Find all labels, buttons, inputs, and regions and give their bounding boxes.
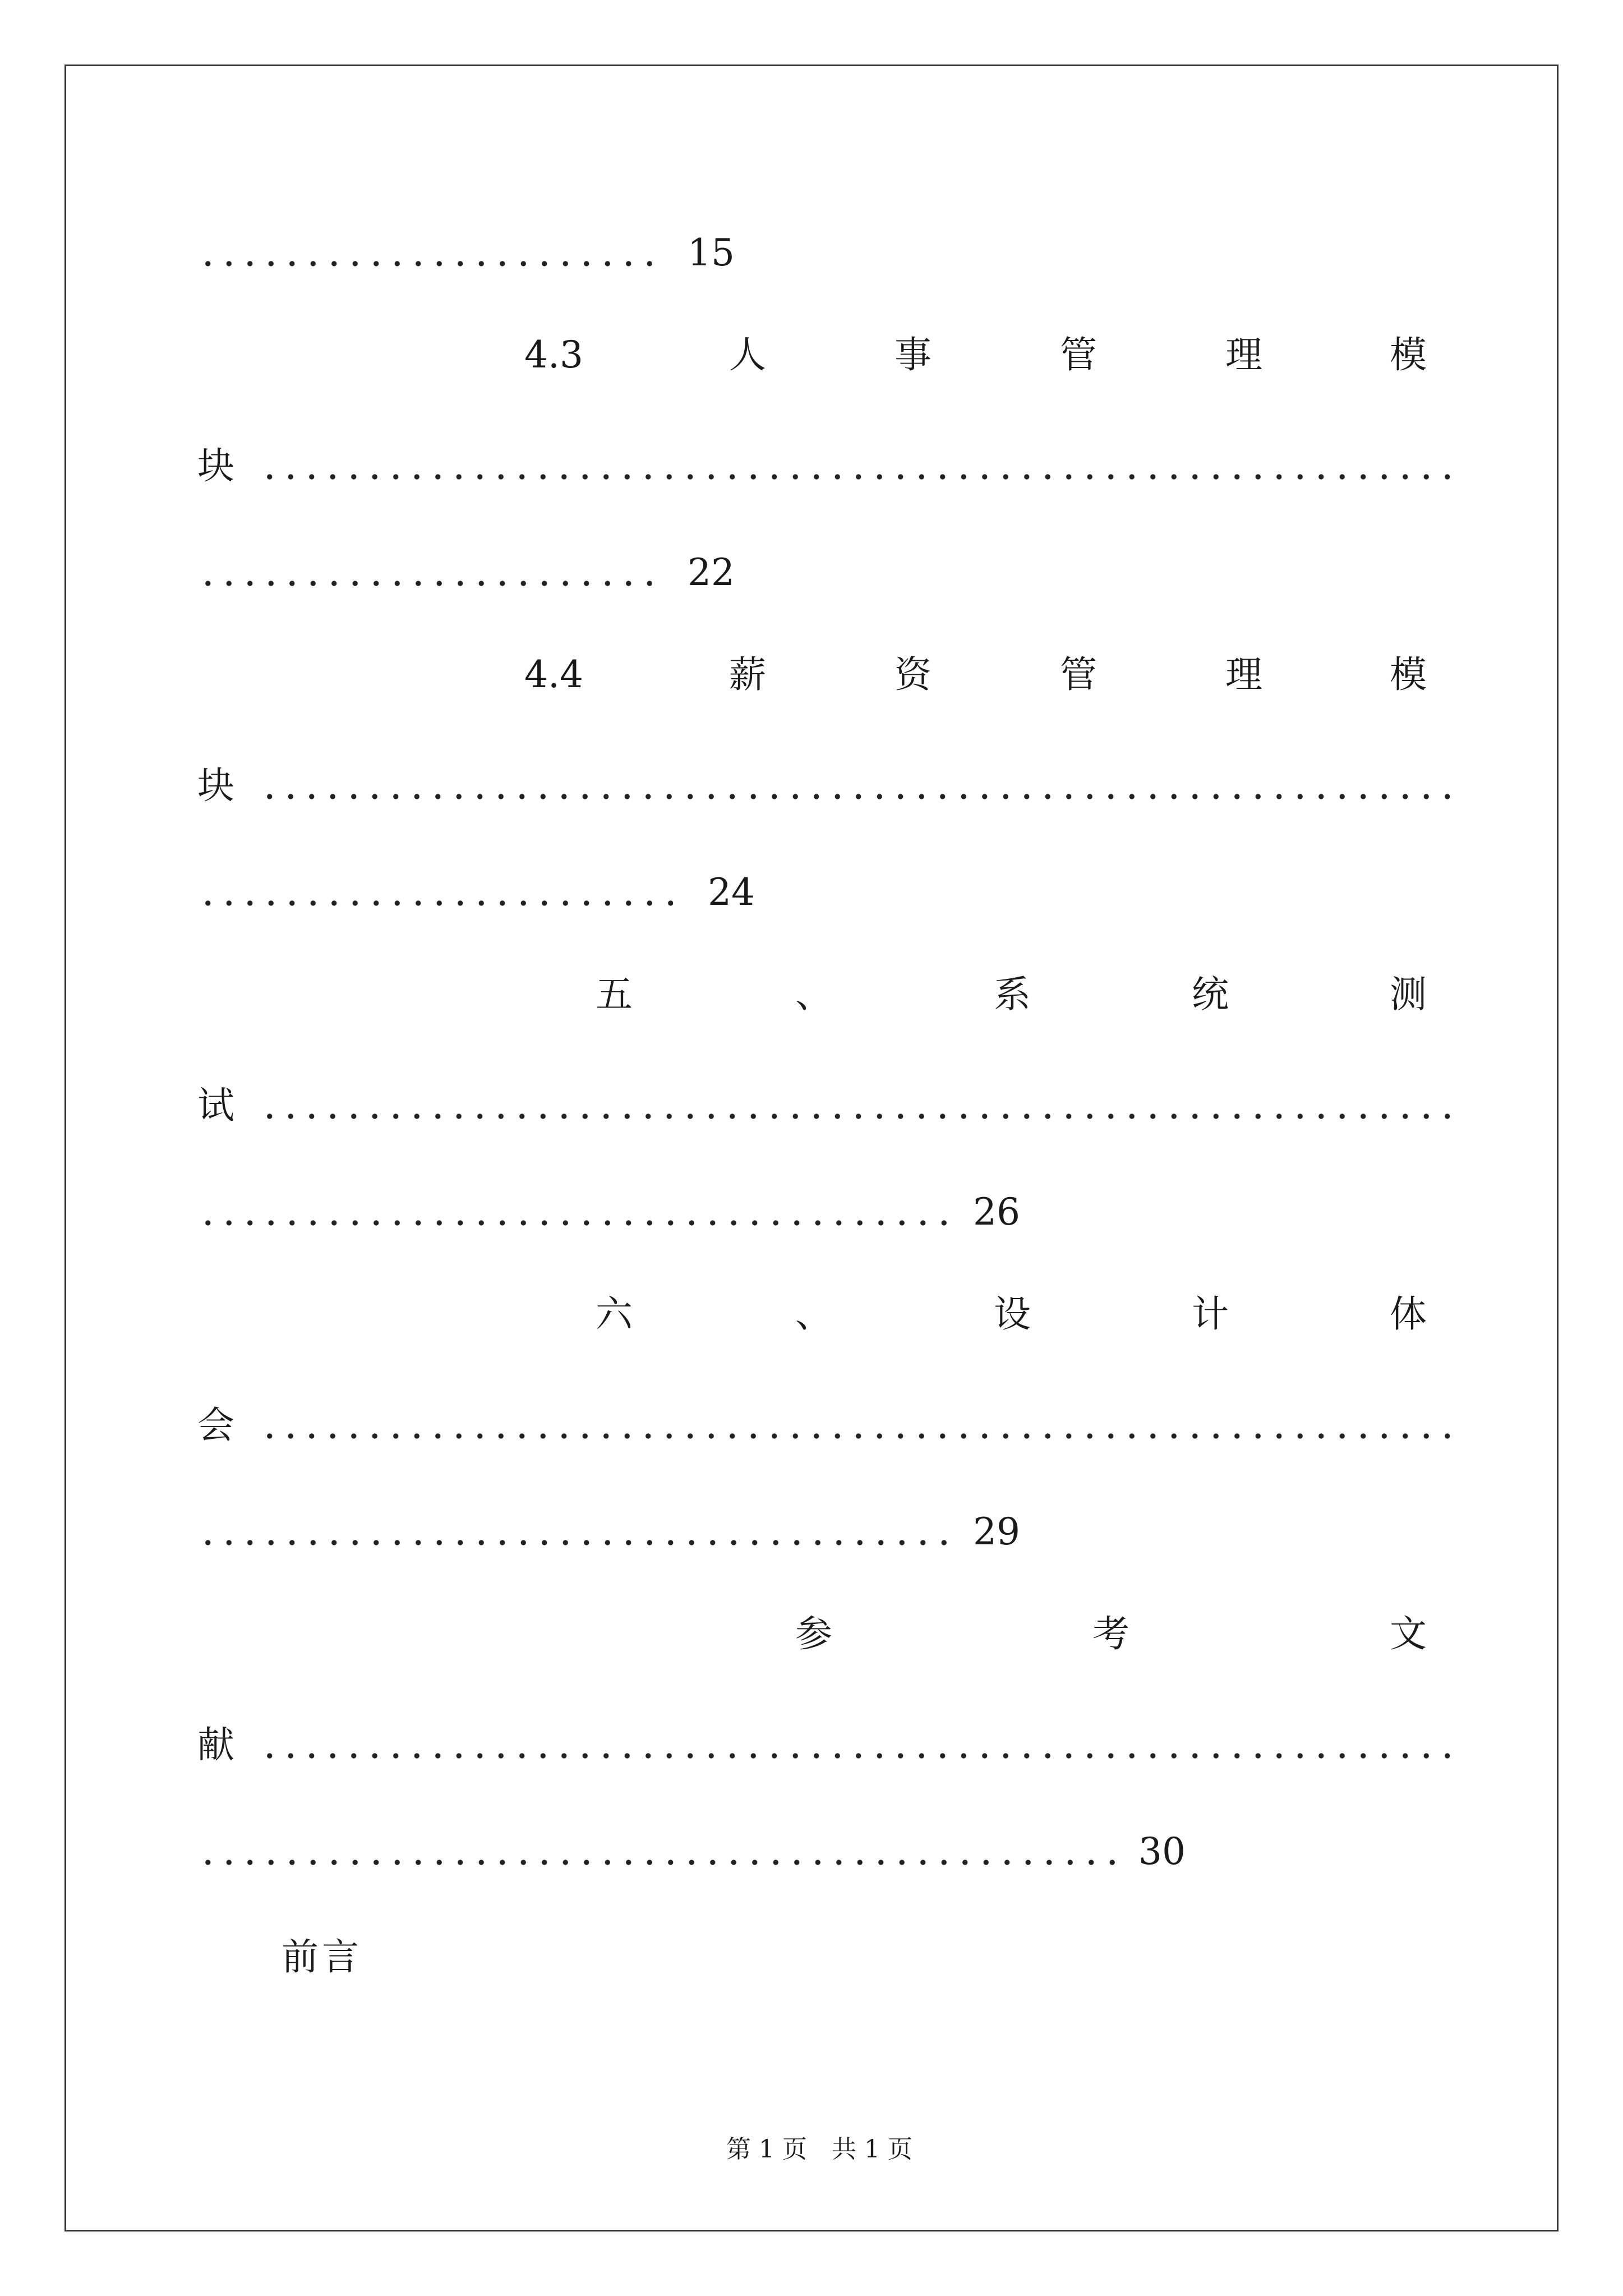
- toc-leader: [259, 1114, 1464, 1119]
- toc-title-char: 管: [1060, 653, 1097, 696]
- toc-title-char: 试: [197, 1084, 234, 1127]
- toc-page-number: 29: [973, 1510, 1020, 1553]
- toc-page-number: 22: [688, 551, 735, 594]
- toc-page-number: 24: [708, 871, 755, 914]
- toc-title-char: 测: [1390, 973, 1427, 1016]
- toc-leader: [197, 261, 652, 266]
- toc-title-char: 五: [596, 973, 633, 1016]
- toc-title-char: 统: [1192, 973, 1229, 1016]
- toc-leader: [259, 794, 1464, 799]
- toc-title-char: 会: [197, 1404, 234, 1447]
- page-border: [64, 65, 1559, 2231]
- toc-title-char: 管: [1060, 333, 1097, 376]
- toc-title-char: 资: [895, 653, 932, 696]
- page-footer: 第 1 页 共 1 页: [726, 2135, 912, 2164]
- toc-section-number: 4.4: [524, 653, 583, 696]
- toc-title-char: 计: [1192, 1292, 1229, 1336]
- toc-leader: [259, 474, 1464, 480]
- toc-title-char: 人: [729, 333, 766, 376]
- toc-title-char: 设: [994, 1292, 1031, 1336]
- toc-title-char: 参: [795, 1612, 832, 1655]
- toc-title-char: 系: [994, 973, 1031, 1016]
- toc-leader: [197, 1540, 947, 1545]
- toc-title-char: 理: [1225, 333, 1262, 376]
- toc-leader: [197, 1220, 947, 1226]
- toc-title-char: 献: [197, 1723, 234, 1766]
- toc-title-char: 六: [596, 1292, 633, 1336]
- toc-title-char: 块: [197, 444, 234, 487]
- toc-page-number: 15: [688, 231, 735, 274]
- preface-heading: 前言: [282, 1935, 362, 1978]
- toc-title-char: 、: [795, 973, 832, 1016]
- toc-page-number: 30: [1138, 1830, 1186, 1873]
- toc-page-number: 26: [973, 1190, 1020, 1234]
- toc-leader: [259, 1433, 1464, 1439]
- toc-title-char: 理: [1225, 653, 1262, 696]
- toc-section-number: 4.3: [524, 333, 583, 376]
- toc-title-char: 体: [1390, 1292, 1427, 1336]
- toc-title-char: 事: [895, 333, 932, 376]
- toc-title-char: 模: [1390, 653, 1427, 696]
- toc-title-char: 、: [795, 1292, 832, 1336]
- toc-title-char: 考: [1092, 1612, 1129, 1655]
- toc-leader: [259, 1753, 1464, 1759]
- toc-title-char: 薪: [729, 653, 766, 696]
- toc-title-char: 模: [1390, 333, 1427, 376]
- toc-leader: [197, 900, 673, 906]
- toc-leader: [197, 1860, 1115, 1865]
- toc-title-char: 文: [1390, 1612, 1427, 1655]
- toc-leader: [197, 581, 652, 586]
- toc-title-char: 块: [197, 764, 234, 807]
